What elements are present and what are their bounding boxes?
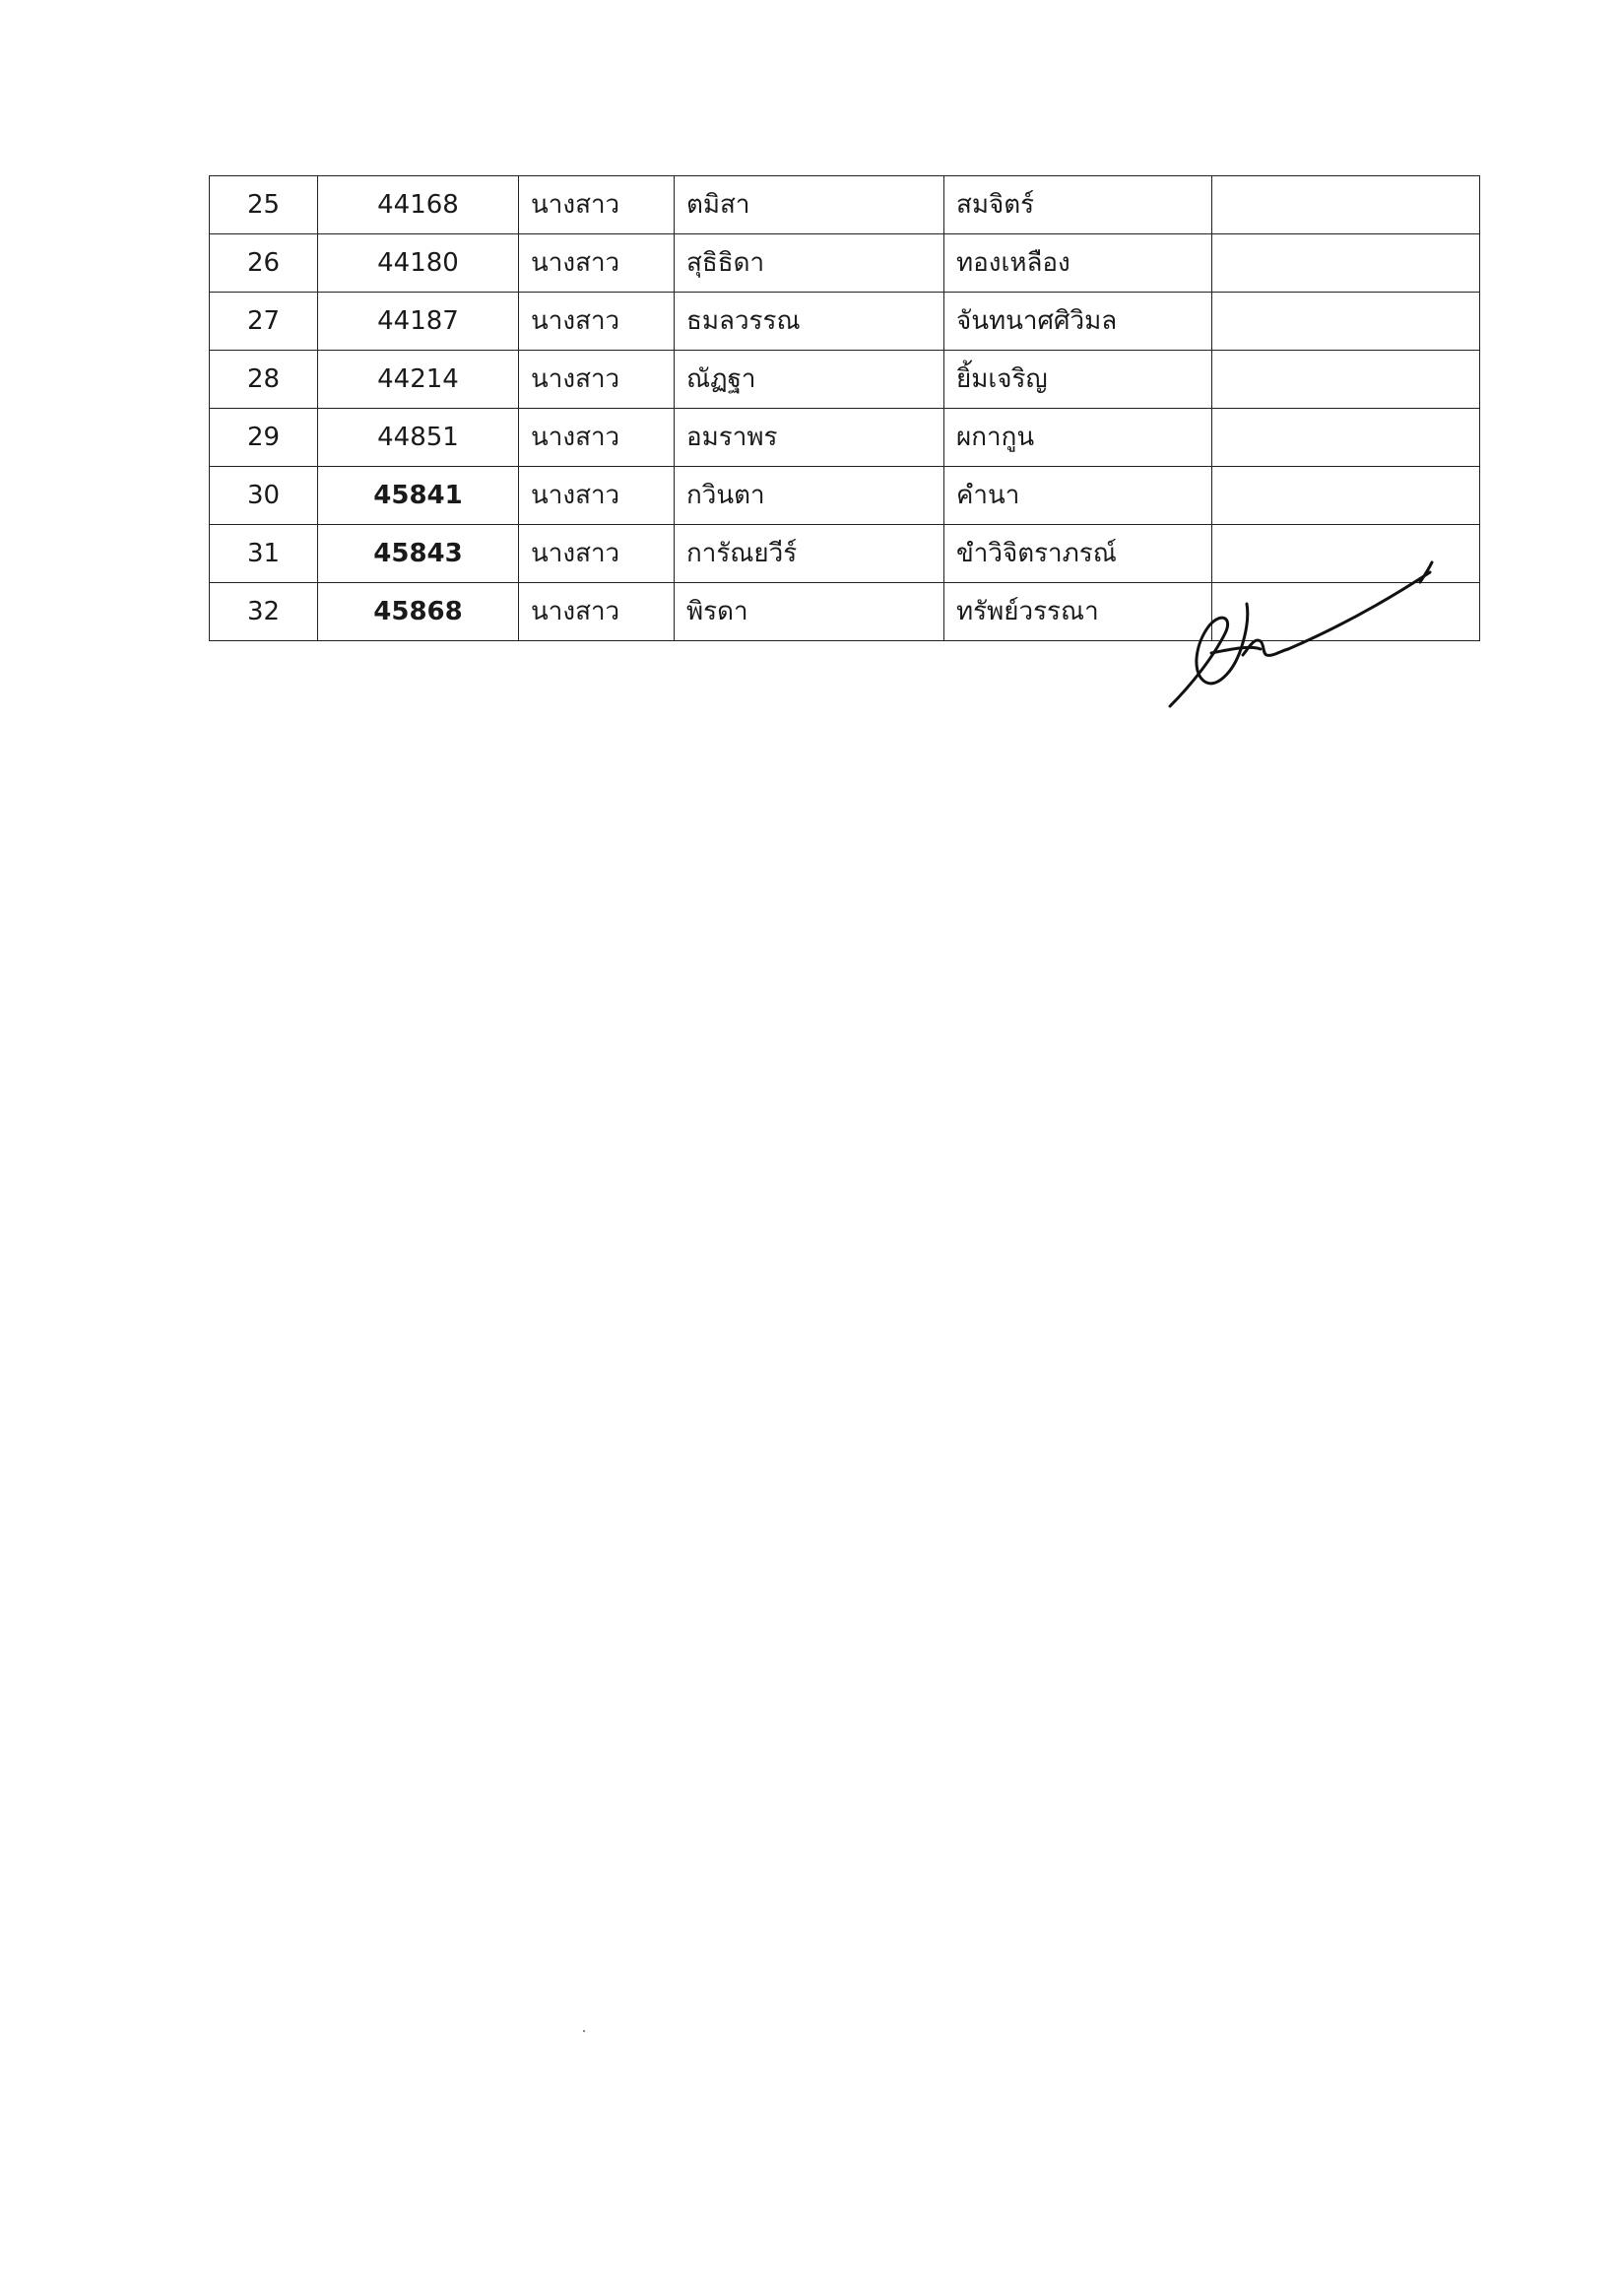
cell-first-name: อมราพร	[675, 409, 944, 467]
cell-title: นางสาว	[519, 234, 675, 293]
cell-note	[1212, 176, 1480, 234]
cell-first-name: การัณยวีร์	[675, 525, 944, 583]
cell-last-name: ขำวิจิตราภรณ์	[944, 525, 1212, 583]
cell-number: 30	[210, 467, 318, 525]
cell-first-name: กวินตา	[675, 467, 944, 525]
cell-title: นางสาว	[519, 351, 675, 409]
scan-speck	[583, 2030, 585, 2032]
cell-number: 29	[210, 409, 318, 467]
cell-note	[1212, 467, 1480, 525]
cell-student-id: 44214	[318, 351, 519, 409]
cell-last-name: ผกากูน	[944, 409, 1212, 467]
table-row	[210, 293, 1480, 351]
cell-first-name: ธมลวรรณ	[675, 293, 944, 351]
cell-student-id: 45841	[318, 467, 519, 525]
cell-student-id: 45843	[318, 525, 519, 583]
table-row	[210, 351, 1480, 409]
cell-last-name: ยิ้มเจริญ	[944, 351, 1212, 409]
cell-note	[1212, 351, 1480, 409]
cell-number: 25	[210, 176, 318, 234]
cell-title: นางสาว	[519, 176, 675, 234]
cell-last-name: คำนา	[944, 467, 1212, 525]
table-row	[210, 409, 1480, 467]
cell-last-name: ทองเหลือง	[944, 234, 1212, 293]
cell-student-id: 44851	[318, 409, 519, 467]
cell-number: 27	[210, 293, 318, 351]
cell-number: 31	[210, 525, 318, 583]
cell-student-id: 45868	[318, 583, 519, 641]
cell-last-name: ทรัพย์วรรณา	[944, 583, 1212, 641]
cell-title: นางสาว	[519, 293, 675, 351]
cell-last-name: จันทนาศศิวิมล	[944, 293, 1212, 351]
cell-last-name: สมจิตร์	[944, 176, 1212, 234]
cell-note	[1212, 293, 1480, 351]
table-row	[210, 176, 1480, 234]
cell-title: นางสาว	[519, 467, 675, 525]
cell-note	[1212, 409, 1480, 467]
cell-title: นางสาว	[519, 525, 675, 583]
signature-icon	[1152, 547, 1448, 719]
cell-number: 32	[210, 583, 318, 641]
table-row	[210, 467, 1480, 525]
table-row	[210, 234, 1480, 293]
cell-first-name: ตมิสา	[675, 176, 944, 234]
cell-first-name: ณัฏฐา	[675, 351, 944, 409]
cell-first-name: พิรดา	[675, 583, 944, 641]
cell-note	[1212, 234, 1480, 293]
cell-title: นางสาว	[519, 409, 675, 467]
cell-number: 28	[210, 351, 318, 409]
cell-number: 26	[210, 234, 318, 293]
cell-student-id: 44187	[318, 293, 519, 351]
cell-first-name: สุธิธิดา	[675, 234, 944, 293]
cell-student-id: 44168	[318, 176, 519, 234]
cell-title: นางสาว	[519, 583, 675, 641]
cell-student-id: 44180	[318, 234, 519, 293]
